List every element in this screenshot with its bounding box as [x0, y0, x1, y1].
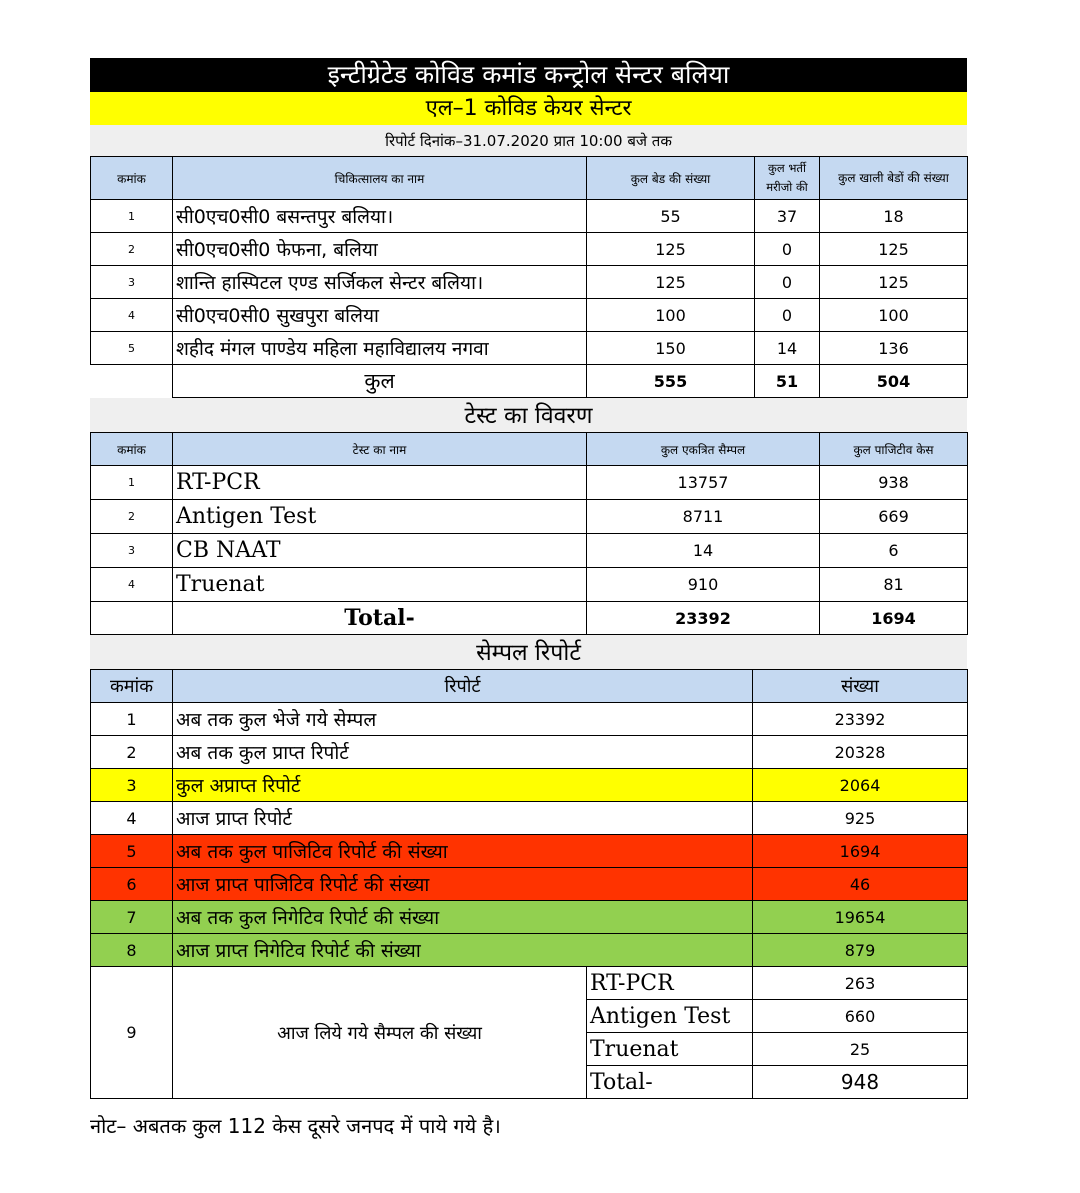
admitted-patients: 0: [755, 266, 820, 299]
report-label: अब तक कुल प्राप्त रिपोर्ट: [173, 736, 753, 769]
report-value: 2064: [753, 769, 968, 802]
positive-cases: 6: [820, 534, 968, 568]
samples-sn: 5: [91, 835, 173, 868]
table-row: [91, 934, 968, 967]
samples-col-sn: कमांक: [91, 670, 173, 703]
tests-col-samples: कुल एकत्रित सैम्पल: [587, 433, 820, 466]
beds-sn: 5: [91, 332, 173, 365]
samples-sn: 8: [91, 934, 173, 967]
samples-collected: 13757: [587, 466, 820, 500]
report-title: इन्टीग्रेटेड कोविड कमांड कन्ट्रोल सेन्टर बलिया: [90, 58, 967, 92]
vacant-beds: 125: [820, 266, 968, 299]
hospital-name: शान्ति हास्पिटल एण्ड सर्जिकल सेन्टर बलिया।: [173, 266, 587, 299]
report-label: अब तक कुल निगेटिव रिपोर्ट की संख्या: [173, 901, 753, 934]
beds-sn: 1: [91, 200, 173, 233]
table-row: [91, 703, 968, 736]
test-name: Truenat: [173, 568, 587, 602]
samples-collected: 14: [587, 534, 820, 568]
report-label: आज प्राप्त रिपोर्ट: [173, 802, 753, 835]
table-row: [91, 332, 968, 365]
beds-total-sum: 555: [587, 365, 755, 398]
hospital-name: सी0एच0सी0 फेफना, बलिया: [173, 233, 587, 266]
table-row: [91, 466, 968, 500]
beds-sn: 3: [91, 266, 173, 299]
report-label: आज प्राप्त पाजिटिव रिपोर्ट की संख्या: [173, 868, 753, 901]
tests-col-name: टेस्ट का नाम: [173, 433, 587, 466]
admitted-patients: 37: [755, 200, 820, 233]
table-row: [91, 868, 968, 901]
samples-sn: 2: [91, 736, 173, 769]
beds-sn: 4: [91, 299, 173, 332]
footnote: नोट– अबतक कुल 112 केस दूसरे जनपद में पाये गये है।: [90, 1114, 501, 1138]
table-row: [91, 769, 968, 802]
covid-report-sheet: [90, 58, 967, 1099]
test-name: Antigen Test: [173, 500, 587, 534]
samples-sn: 7: [91, 901, 173, 934]
vacant-beds: 136: [820, 332, 968, 365]
vacant-beds: 125: [820, 233, 968, 266]
report-label: अब तक कुल पाजिटिव रिपोर्ट की संख्या: [173, 835, 753, 868]
samples-collected: 910: [587, 568, 820, 602]
tests-section-title: टेस्ट का विवरण: [90, 398, 967, 432]
tests-sn: 3: [91, 534, 173, 568]
today-samples-row: [91, 967, 968, 1000]
tests-header-row: [91, 433, 968, 466]
beds-vacant-sum: 504: [820, 365, 968, 398]
tests-table: [90, 432, 968, 635]
vacant-beds: 18: [820, 200, 968, 233]
test-name: RT-PCR: [173, 466, 587, 500]
today-test-value: 25: [753, 1033, 968, 1066]
report-subtitle: एल–1 कोविड केयर सेन्टर: [90, 92, 967, 125]
beds-sn: 2: [91, 233, 173, 266]
tests-sn: 4: [91, 568, 173, 602]
report-label: कुल अप्राप्त रिपोर्ट: [173, 769, 753, 802]
tests-sn: 2: [91, 500, 173, 534]
samples-col-count: संख्या: [753, 670, 968, 703]
tests-positive-sum: 1694: [820, 602, 968, 635]
hospital-name: शहीद मंगल पाण्डेय महिला महाविद्यालय नगवा: [173, 332, 587, 365]
table-row: [91, 233, 968, 266]
table-row: [91, 736, 968, 769]
beds-col-sn: कमांक: [91, 157, 173, 200]
report-value: 879: [753, 934, 968, 967]
table-row: [91, 500, 968, 534]
beds-col-admitted: कुल भर्ती मरीजो की: [755, 157, 820, 200]
report-label: आज प्राप्त निगेटिव रिपोर्ट की संख्या: [173, 934, 753, 967]
tests-total-row: [91, 602, 968, 635]
report-value: 19654: [753, 901, 968, 934]
positive-cases: 669: [820, 500, 968, 534]
hospital-name: सी0एच0सी0 सुखपुरा बलिया: [173, 299, 587, 332]
beds-admitted-sum: 51: [755, 365, 820, 398]
table-row: [91, 299, 968, 332]
today-total-value: 948: [753, 1066, 968, 1099]
total-beds: 125: [587, 233, 755, 266]
beds-header-row: [91, 157, 968, 200]
admitted-patients: 0: [755, 299, 820, 332]
positive-cases: 81: [820, 568, 968, 602]
samples-sn: 4: [91, 802, 173, 835]
tests-sn: 1: [91, 466, 173, 500]
samples-sn: 1: [91, 703, 173, 736]
report-value: 1694: [753, 835, 968, 868]
admitted-patients: 0: [755, 233, 820, 266]
total-beds: 55: [587, 200, 755, 233]
today-test-value: 263: [753, 967, 968, 1000]
vacant-beds: 100: [820, 299, 968, 332]
samples-sn: 9: [91, 967, 173, 1099]
report-value: 925: [753, 802, 968, 835]
today-test-name: RT-PCR: [587, 967, 753, 1000]
samples-sn: 3: [91, 769, 173, 802]
samples-section-title: सेम्पल रिपोर्ट: [90, 635, 967, 669]
today-test-name: Truenat: [587, 1033, 753, 1066]
total-beds: 150: [587, 332, 755, 365]
tests-samples-sum: 23392: [587, 602, 820, 635]
test-name: CB NAAT: [173, 534, 587, 568]
tests-col-positive: कुल पाजिटीव केस: [820, 433, 968, 466]
table-row: [91, 901, 968, 934]
samples-collected: 8711: [587, 500, 820, 534]
admitted-patients: 14: [755, 332, 820, 365]
beds-col-total: कुल बेड की संख्या: [587, 157, 755, 200]
table-row: [91, 200, 968, 233]
report-label: अब तक कुल भेजे गये सेम्पल: [173, 703, 753, 736]
today-total-label: Total-: [587, 1066, 753, 1099]
table-row: [91, 534, 968, 568]
table-row: [91, 802, 968, 835]
today-test-name: Antigen Test: [587, 1000, 753, 1033]
beds-table: [90, 156, 968, 398]
table-row: [91, 568, 968, 602]
report-value: 20328: [753, 736, 968, 769]
beds-col-name: चिकित्सालय का नाम: [173, 157, 587, 200]
tests-total-label: Total-: [173, 602, 587, 635]
report-date: रिपोर्ट दिनांक–31.07.2020 प्रात 10:00 बजे तक: [90, 125, 967, 156]
beds-col-vacant: कुल खाली बेडों की संख्या: [820, 157, 968, 200]
report-value: 46: [753, 868, 968, 901]
samples-col-report: रिपोर्ट: [173, 670, 753, 703]
samples-header-row: [91, 670, 968, 703]
today-test-value: 660: [753, 1000, 968, 1033]
report-value: 23392: [753, 703, 968, 736]
positive-cases: 938: [820, 466, 968, 500]
table-row: [91, 835, 968, 868]
hospital-name: सी0एच0सी0 बसन्तपुर बलिया।: [173, 200, 587, 233]
total-beds: 100: [587, 299, 755, 332]
today-samples-label: आज लिये गये सैम्पल की संख्या: [173, 967, 587, 1099]
table-row: [91, 266, 968, 299]
beds-total-label: कुल: [173, 365, 587, 398]
samples-sn: 6: [91, 868, 173, 901]
tests-col-sn: कमांक: [91, 433, 173, 466]
beds-total-row: [91, 365, 968, 398]
total-beds: 125: [587, 266, 755, 299]
samples-table: [90, 669, 968, 1099]
